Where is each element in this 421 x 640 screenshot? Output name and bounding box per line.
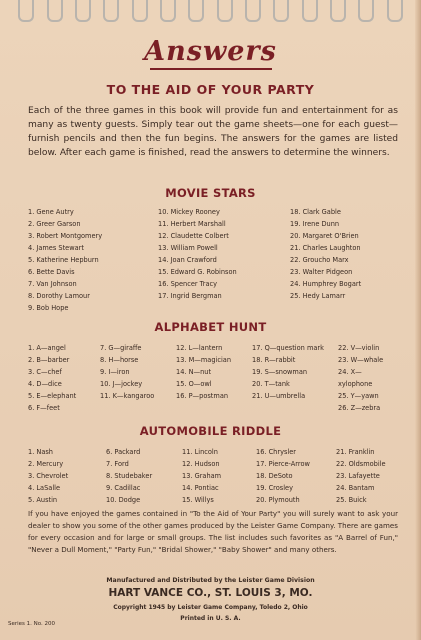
answer-item: 7. Ford bbox=[106, 460, 129, 468]
alphabet-hunt-list bbox=[28, 342, 394, 414]
binding-ring bbox=[132, 0, 148, 22]
answer-item: 9. Bob Hope bbox=[28, 304, 69, 312]
answer-column bbox=[182, 446, 256, 506]
outro-paragraph: If you have enjoyed the games contained in "To the Aid of Your Party" you will surely want to ask your dealer to show you some of the other games produced by the Leister Game Company. There are games for every occasion and for large or small groups. The list includes such favorites as "A Barrel of Fun," "Never a Dull Moment," "Party Fun," "Bridal Shower," "Baby Shower" and many others. bbox=[28, 509, 398, 555]
answer-item: 7. Van Johnson bbox=[28, 280, 77, 288]
binding-ring bbox=[75, 0, 91, 22]
binding-ring bbox=[103, 0, 119, 22]
answer-item: 20. Margaret O'Brien bbox=[290, 232, 359, 240]
answer-item: 12. Hudson bbox=[182, 460, 220, 468]
answer-item: 19. Irene Dunn bbox=[290, 220, 340, 228]
answer-item: 24. X—xylophone bbox=[338, 368, 373, 388]
answer-item: 26. Z—zebra bbox=[338, 404, 381, 412]
answer-item: 13. William Powell bbox=[158, 244, 218, 252]
answer-item: 14. Joan Crawford bbox=[158, 256, 217, 264]
answer-item: 18. R—rabbit bbox=[252, 356, 296, 364]
answer-item: 17. Pierce-Arrow bbox=[256, 460, 310, 468]
footer-printed: Printed in U. S. A. bbox=[180, 615, 241, 622]
answer-column bbox=[100, 342, 176, 414]
answer-item: 8. Studebaker bbox=[106, 472, 153, 480]
answer-column bbox=[28, 206, 158, 314]
answer-item: 15. Willys bbox=[182, 496, 214, 504]
binding-ring bbox=[47, 0, 63, 22]
answer-item: 6. Bette Davis bbox=[28, 268, 75, 276]
binding-ring bbox=[217, 0, 233, 22]
answer-item: 21. Franklin bbox=[336, 448, 375, 456]
answer-item: 10. Dodge bbox=[106, 496, 141, 504]
answer-item: 13. M—magician bbox=[176, 356, 232, 364]
answer-column bbox=[256, 446, 336, 506]
answer-item: 3. C—chef bbox=[28, 368, 62, 376]
answer-item: 19. S—snowman bbox=[252, 368, 308, 376]
section-title-alphabet-hunt: ALPHABET HUNT bbox=[154, 320, 267, 334]
intro-paragraph: Each of the three games in this book will provide fun and entertainment for as many as twenty guests. Simply tear out the game sheets—one for each guest—furnish pencils and then the fun begins. The answers for the games are listed below. After each game is finished, read the answers to determine the winners. bbox=[28, 106, 398, 158]
answer-item: 16. Chrysler bbox=[256, 448, 297, 456]
answer-item: 17. Ingrid Bergman bbox=[158, 292, 222, 300]
answer-item: 25. Buick bbox=[336, 496, 367, 504]
answer-item: 22. V—violin bbox=[338, 344, 380, 352]
answer-item: 1. Nash bbox=[28, 448, 53, 456]
answer-item: 2. B—barber bbox=[28, 356, 70, 364]
answer-item: 13. Graham bbox=[182, 472, 222, 480]
binding-ring bbox=[245, 0, 261, 22]
answer-item: 3. Robert Montgomery bbox=[28, 232, 103, 240]
answer-item: 5. Katherine Hepburn bbox=[28, 256, 99, 264]
answer-item: 23. Lafayette bbox=[336, 472, 380, 480]
answer-item: 16. P—postman bbox=[176, 392, 229, 400]
answer-item: 12. L—lantern bbox=[176, 344, 223, 352]
spiral-binding bbox=[0, 0, 421, 26]
answer-item: 18. DeSoto bbox=[256, 472, 293, 480]
answer-item: 6. Packard bbox=[106, 448, 141, 456]
answer-column bbox=[290, 206, 400, 314]
answer-column bbox=[336, 446, 396, 506]
answer-column bbox=[252, 342, 338, 414]
footer-copyright: Copyright 1945 by Leister Game Company, Toledo 2, Ohio bbox=[113, 604, 308, 611]
automobile-riddle-list bbox=[28, 446, 396, 506]
binding-ring bbox=[358, 0, 374, 22]
answer-item: 10. J—jockey bbox=[100, 380, 143, 388]
answer-item: 1. A—angel bbox=[28, 344, 66, 352]
answer-item: 1. Gene Autry bbox=[28, 208, 74, 216]
series-number: Series 1. No. 200 bbox=[8, 621, 56, 627]
answer-item: 23. Walter Pidgeon bbox=[290, 268, 353, 276]
answer-item: 4. LaSalle bbox=[28, 484, 61, 492]
answer-item: 18. Clark Gable bbox=[290, 208, 341, 216]
answer-item: 20. T—tank bbox=[252, 380, 290, 388]
answer-item: 25. Hedy Lamarr bbox=[290, 292, 346, 300]
page-subtitle: TO THE AID OF YOUR PARTY bbox=[106, 82, 315, 97]
page-title: Answers bbox=[144, 36, 277, 67]
binding-ring bbox=[188, 0, 204, 22]
answer-item: 12. Claudette Colbert bbox=[158, 232, 229, 240]
answer-item: 6. F—feet bbox=[28, 404, 60, 412]
answer-item: 10. Mickey Rooney bbox=[158, 208, 220, 216]
answer-item: 11. Herbert Marshall bbox=[158, 220, 226, 228]
answer-item: 9. Cadillac bbox=[106, 484, 141, 492]
answer-item: 22. Groucho Marx bbox=[290, 256, 349, 264]
answer-item: 7. G—giraffe bbox=[100, 344, 142, 352]
answer-item: 14. N—nut bbox=[176, 368, 212, 376]
footer-company: HART VANCE CO., ST. LOUIS 3, MO. bbox=[108, 587, 313, 599]
answer-item: 19. Crosley bbox=[256, 484, 294, 492]
answer-item: 24. Humphrey Bogart bbox=[290, 280, 362, 288]
answer-item: 15. O—owl bbox=[176, 380, 212, 388]
footer-manufacturer: Manufactured and Distributed by the Leister Game Division bbox=[106, 577, 315, 584]
answer-item: 4. James Stewart bbox=[28, 244, 84, 252]
answer-item: 9. I—iron bbox=[100, 368, 130, 376]
answer-item: 8. Dorothy Lamour bbox=[28, 292, 90, 300]
answer-item: 2. Mercury bbox=[28, 460, 64, 468]
title-underline bbox=[150, 68, 272, 70]
binding-ring bbox=[18, 0, 34, 22]
answer-column bbox=[28, 446, 106, 506]
answer-item: 24. Bantam bbox=[336, 484, 375, 492]
section-title-automobile-riddle: AUTOMOBILE RIDDLE bbox=[139, 424, 282, 438]
answer-item: 16. Spencer Tracy bbox=[158, 280, 218, 288]
answer-item: 21. Charles Laughton bbox=[290, 244, 361, 252]
answer-item: 5. Austin bbox=[28, 496, 58, 504]
binding-ring bbox=[387, 0, 403, 22]
section-title-movie-stars: MOVIE STARS bbox=[165, 186, 256, 200]
answer-item: 14. Pontiac bbox=[182, 484, 219, 492]
answer-item: 17. Q—question mark bbox=[252, 344, 324, 352]
movie-stars-list bbox=[28, 206, 400, 314]
binding-ring bbox=[160, 0, 176, 22]
answer-item: 11. K—kangaroo bbox=[100, 392, 155, 400]
answer-column bbox=[176, 342, 252, 414]
answer-item: 2. Greer Garson bbox=[28, 220, 81, 228]
answer-item: 22. Oldsmobile bbox=[336, 460, 386, 468]
answer-item: 5. E—elephant bbox=[28, 392, 77, 400]
answer-column bbox=[28, 342, 100, 414]
binding-ring bbox=[273, 0, 289, 22]
answer-item: 23. W—whale bbox=[338, 356, 384, 364]
binding-ring bbox=[330, 0, 346, 22]
answer-item: 11. Lincoln bbox=[182, 448, 218, 456]
answer-column bbox=[338, 342, 394, 414]
answer-item: 4. D—dice bbox=[28, 380, 62, 388]
binding-ring bbox=[302, 0, 318, 22]
answer-item: 25. Y—yawn bbox=[338, 392, 379, 400]
answer-item: 20. Plymouth bbox=[256, 496, 300, 504]
answer-item: 8. H—horse bbox=[100, 356, 139, 364]
answer-item: 21. U—umbrella bbox=[252, 392, 306, 400]
answer-column bbox=[158, 206, 290, 314]
answer-item: 15. Edward G. Robinson bbox=[158, 268, 237, 276]
answer-column bbox=[106, 446, 182, 506]
answer-item: 3. Chevrolet bbox=[28, 472, 69, 480]
